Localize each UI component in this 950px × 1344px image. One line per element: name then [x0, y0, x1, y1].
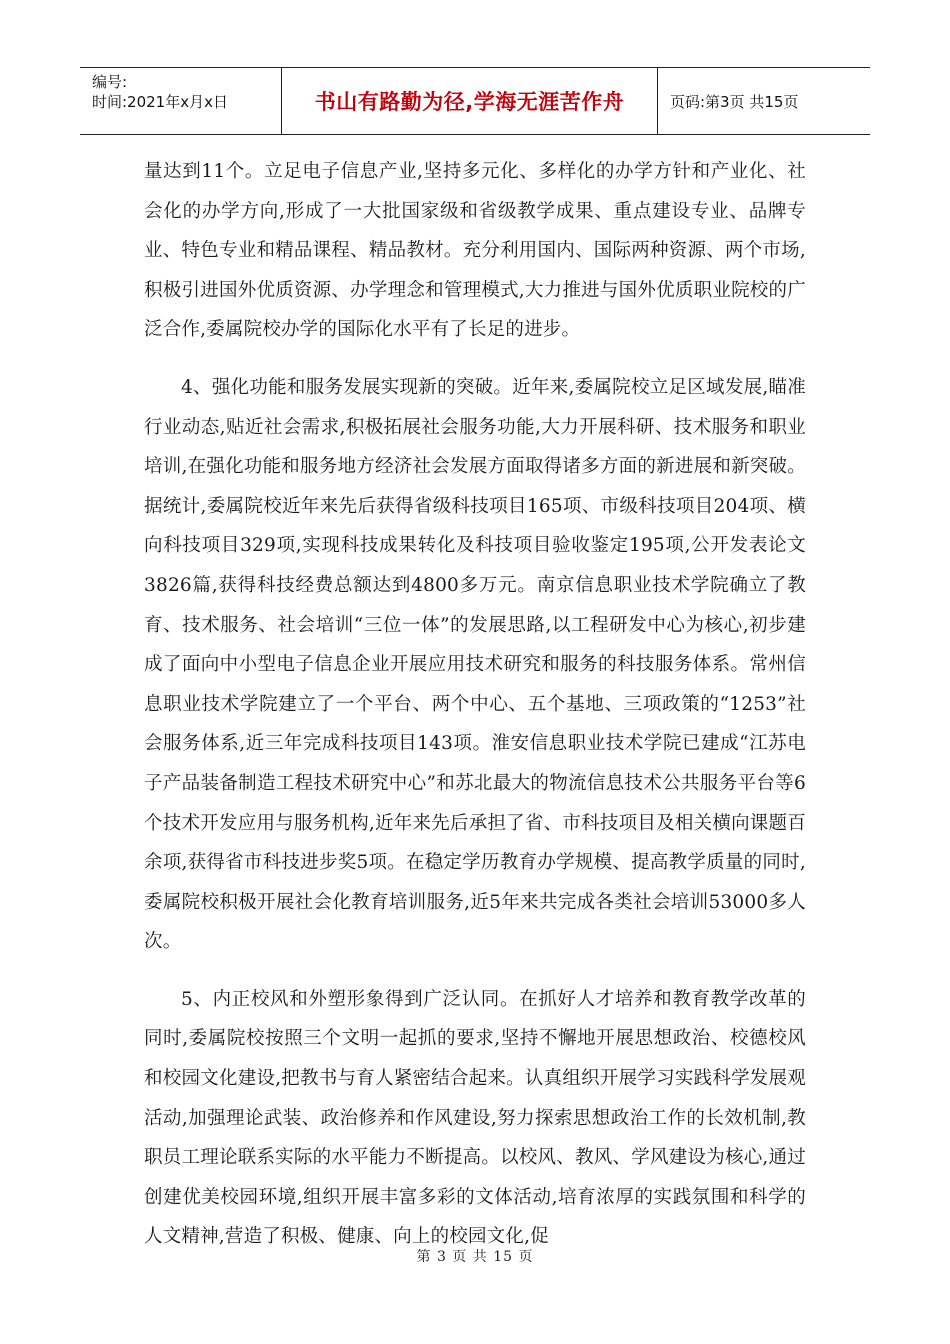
paragraph-section-5: 5、内正校风和外塑形象得到广泛认同。在抓好人才培养和教育教学改革的同时,委属院校按照三个文明一起抓的要求,坚持不懈地开展思想政治、校德校风和校园文化建设,把教书与育人紧密结合起来。认真组织开展学习实践科学发展观活动,加强理论武装、政治修养和作风建设,努力探索思想政治工作的长效机制,教职员工理论联系实际的水平能力不断提高。以校风、教风、学风建设为核心,通过创建优美校园环境,组织开展丰富多彩的文体活动,培育浓厚的实践氛围和科学的人文精神,营造了积极、健康、向上的校园文化,促 [144, 988, 806, 1248]
header-page-cell [658, 68, 870, 134]
paragraph-section-4: 4、强化功能和服务发展实现新的突破。近年来,委属院校立足区域发展,瞄准行业动态,贴近社会需求,积极拓展社会服务功能,大力开展科研、技术服务和职业培训,在强化功能和服务地方经济社会发展方面取得诸多方面的新进展和新突破。据统计,委属院校近年来先后获得省级科技项目165项、市级科技项目204项、横向科技项目329项,实现科技成果转化及科技项目验收鉴定195项,公开发表论文3826篇,获得科技经费总额达到4800多万元。南京信息职业技术学院确立了教育、技术服务、社会培训“三位一体”的发展思路,以工程研发中心为核心,初步建成了面向中小型电子信息企业开展应用技术研究和服务的科技服务体系。常州信息职业技术学院建立了一个平台、两个中心、五个基地、三项政策的“1253”社会服务体系,近三年完成科技项目143项。淮安信息职业技术学院已建成“江苏电子产品装备制造工程技术研究中心”和苏北最大的物流信息技术公共服务平台等6个技术开发应用与服务机构,近年来先后承担了省、市科技项目及相关横向课题百余项,获得省市科技进步奖5项。在稳定学历教育办学规模、提高教学质量的同时,委属院校积极开展社会化教育培训服务,近5年来共完成各类社会培训53000多人次。 [144, 376, 806, 953]
motto-text: 书山有路勤为径,学海无涯苦作舟 [314, 90, 625, 114]
serial-number-label: 编号: [92, 73, 128, 91]
header-motto-cell [282, 68, 658, 134]
date-label: 时间:2021年x月x日 [92, 93, 228, 111]
page-header [80, 67, 870, 135]
document-body [144, 152, 806, 1257]
header-meta-cell [80, 68, 282, 134]
paragraph-continued: 量达到11个。立足电子信息产业,坚持多元化、多样化的办学方针和产业化、社会化的办学方向,形成了一大批国家级和省级教学成果、重点建设专业、品牌专业、特色专业和精品课程、精品教材。充分利用国内、国际两种资源、两个市场,积极引进国外优质资源、办学理念和管理模式,大力推进与国外优质职业院校的广泛合作,委属院校办学的国际化水平有了长足的进步。 [144, 161, 806, 341]
page-footer: 第 3 页 共 15 页 [416, 1249, 534, 1265]
page-number-label: 页码:第3页 共15页 [670, 92, 799, 111]
